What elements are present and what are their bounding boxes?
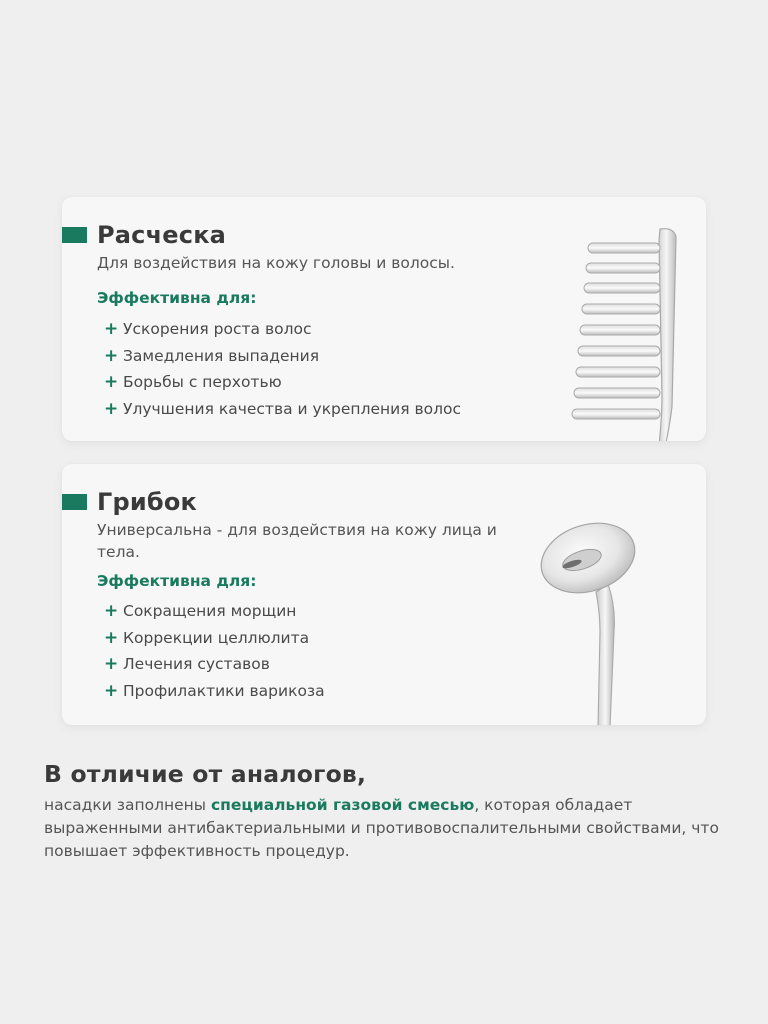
list-item bbox=[104, 651, 325, 678]
plus-icon: + bbox=[104, 345, 119, 366]
plus-icon: + bbox=[104, 680, 119, 701]
list-item-text: Ускорения роста волос bbox=[123, 320, 312, 339]
plus-icon: + bbox=[104, 398, 119, 419]
list-item-text: Улучшения качества и укрепления волос bbox=[123, 399, 462, 418]
list-item-text: Профилактики варикоза bbox=[123, 681, 325, 700]
bottom-title: В отличие от аналогов, bbox=[44, 760, 367, 788]
list-item-text: Борьбы с перхотью bbox=[123, 373, 282, 392]
card-title: Расческа bbox=[97, 221, 227, 249]
list-item bbox=[104, 343, 461, 370]
list-item bbox=[104, 369, 461, 396]
card-header bbox=[62, 219, 226, 251]
text-part: насадки заполнены bbox=[44, 796, 211, 814]
card-subtitle: Для воздействия на кожу головы и волосы. bbox=[97, 254, 455, 272]
list-item bbox=[104, 396, 461, 423]
list-item bbox=[104, 678, 325, 705]
list-item bbox=[104, 316, 461, 343]
list-item bbox=[104, 598, 325, 625]
comb-electrode-image bbox=[562, 217, 682, 441]
benefit-list bbox=[104, 316, 461, 422]
plus-icon: + bbox=[104, 654, 119, 675]
bottom-description bbox=[44, 794, 734, 863]
list-item-text: Замедления выпадения bbox=[123, 346, 320, 365]
effective-label: Эффективна для: bbox=[97, 289, 257, 307]
list-item-text: Сокращения морщин bbox=[123, 602, 297, 621]
effective-label: Эффективна для: bbox=[97, 572, 257, 590]
plus-icon: + bbox=[104, 372, 119, 393]
text-part: , которая обладает выраженными антибактериальными и противовоспалительными свойствами, что повышает эффективность процедур. bbox=[44, 796, 719, 860]
card-subtitle: Универсальна - для воздействия на кожу лица и тела. bbox=[97, 521, 497, 561]
mushroom-electrode-image bbox=[532, 512, 652, 725]
comb-card bbox=[62, 197, 706, 441]
card-title: Грибок bbox=[97, 488, 198, 516]
section-marker-icon bbox=[62, 227, 87, 243]
section-marker-icon bbox=[62, 494, 87, 510]
plus-icon: + bbox=[104, 627, 119, 648]
highlight-text: специальной газовой смесью bbox=[210, 796, 475, 814]
mushroom-card bbox=[62, 464, 706, 725]
card-header bbox=[62, 486, 197, 518]
plus-icon: + bbox=[104, 601, 119, 622]
benefit-list bbox=[104, 598, 325, 704]
list-item-text: Коррекции целлюлита bbox=[123, 628, 310, 647]
list-item bbox=[104, 625, 325, 652]
plus-icon: + bbox=[104, 319, 119, 340]
list-item-text: Лечения суставов bbox=[123, 655, 270, 674]
bottom-section bbox=[44, 760, 734, 863]
